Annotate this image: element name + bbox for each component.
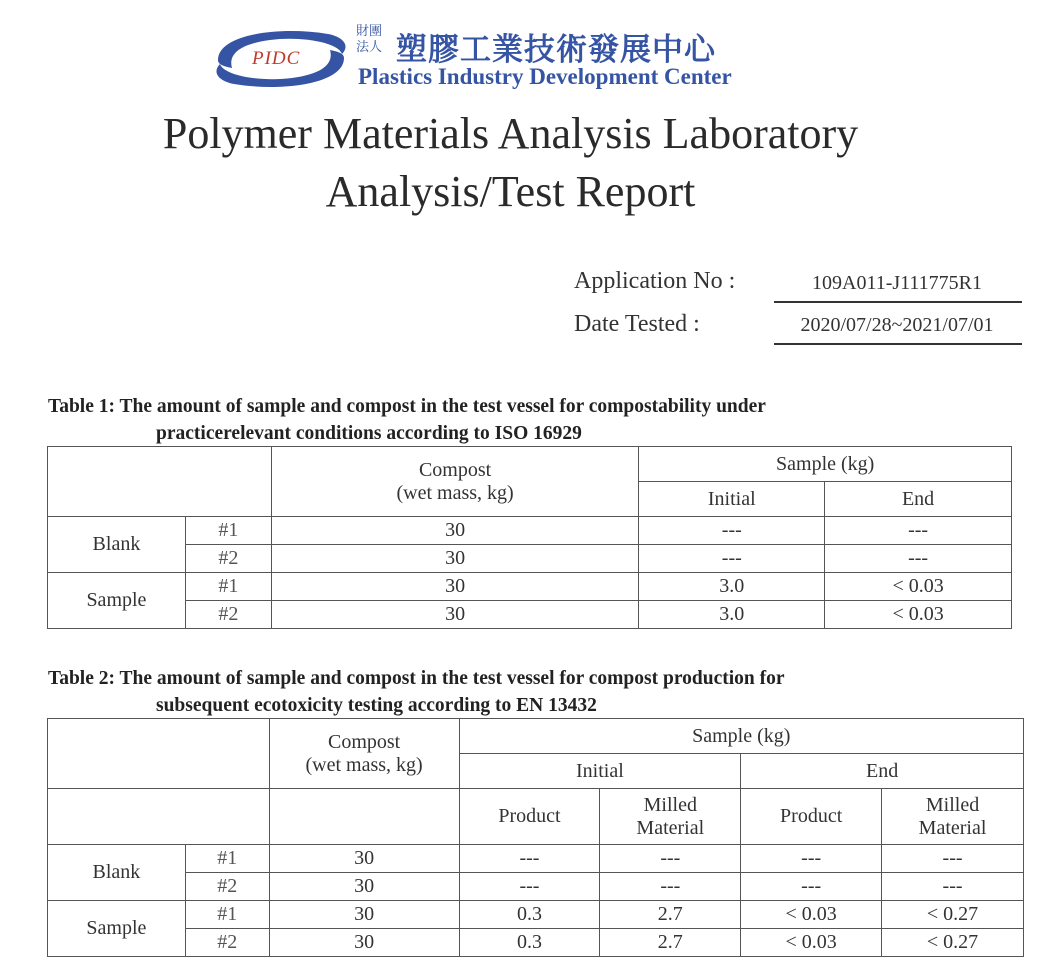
milled-header-line: Material [636,816,705,839]
table2 [47,718,1024,957]
compost-header-line: Compost [328,730,401,753]
end-milled-cell: < 0.27 [882,929,1024,957]
compost-cell: 30 [269,901,459,929]
end-product-cell: < 0.03 [741,901,882,929]
table2-blank-compost-subheader [269,789,459,845]
table2-corner-cell [48,719,270,789]
end-product-cell: --- [741,873,882,901]
table1-caption-cont: practicerelevant conditions according to ISO 16929 [156,423,582,444]
compost-cell: 30 [271,601,639,629]
end-cell: --- [825,545,1012,573]
row-group-label: Sample [48,573,186,629]
row-id: #1 [185,517,271,545]
date-tested-underline [774,343,1022,345]
org-type [356,24,392,56]
compost-cell: 30 [269,873,459,901]
org-type-line: 法人 [356,40,383,55]
table1 [47,446,1012,629]
table1-corner-cell [48,447,272,517]
table1-initial-header: Initial [639,482,825,517]
end-milled-cell: --- [882,845,1024,873]
initial-cell: --- [639,545,825,573]
date-tested-value: 2020/07/28~2021/07/01 [800,314,994,336]
table1-compost-header [271,447,639,517]
logo-text: PIDC [252,48,301,69]
row-id: #2 [185,601,271,629]
initial-cell: 3.0 [639,601,825,629]
compost-cell: 30 [271,545,639,573]
org-name-english: Plastics Industry Development Center [358,64,732,89]
table2-caption-cont: subsequent ecotoxicity testing according to EN 13432 [156,695,597,716]
compost-cell: 30 [269,929,459,957]
init-milled-cell: --- [600,873,741,901]
application-no-value: 109A011-J111775R1 [812,272,982,294]
init-product-cell: 0.3 [459,901,600,929]
date-tested-label: Date Tested : [574,311,700,337]
init-milled-cell: 2.7 [600,929,741,957]
compost-header-line: (wet mass, kg) [396,481,514,504]
row-group-label: Sample [48,901,186,957]
table1-caption: Table 1: The amount of sample and compost in the test vessel for compostability under [48,396,766,417]
application-no-underline [774,301,1022,303]
row-id: #1 [185,901,269,929]
letterhead [210,18,810,98]
end-cell: --- [825,517,1012,545]
end-cell: < 0.03 [825,573,1012,601]
compost-cell: 30 [271,517,639,545]
end-product-cell: --- [741,845,882,873]
application-no-label: Application No : [574,268,736,294]
table1-sample-header: Sample (kg) [639,447,1012,482]
milled-header-line: Milled [925,793,980,816]
compost-cell: 30 [269,845,459,873]
init-milled-cell: 2.7 [600,901,741,929]
table2-compost-header [269,719,459,789]
milled-header-line: Material [918,816,987,839]
row-id: #2 [185,545,271,573]
row-id: #2 [185,873,269,901]
org-name-chinese: 塑膠工業技術發展中心 [396,32,716,68]
init-product-cell: --- [459,873,600,901]
report-title-line1: Polymer Materials Analysis Laboratory [162,109,859,158]
org-type-line: 財團 [356,24,383,39]
table2-sample-header: Sample (kg) [459,719,1023,754]
compost-header-line: (wet mass, kg) [305,753,423,776]
table2-initial-header: Initial [459,754,741,789]
report-title-line2: Analysis/Test Report [325,167,696,216]
end-milled-cell: --- [882,873,1024,901]
table1-end-header: End [825,482,1012,517]
end-milled-cell: < 0.27 [882,901,1024,929]
compost-cell: 30 [271,573,639,601]
init-product-cell: --- [459,845,600,873]
initial-cell: --- [639,517,825,545]
row-group-label: Blank [48,517,186,573]
row-id: #1 [185,845,269,873]
initial-product-header: Product [459,789,600,845]
table2-caption: Table 2: The amount of sample and compost in the test vessel for compost production for [48,668,785,689]
row-id: #2 [185,929,269,957]
end-cell: < 0.03 [825,601,1012,629]
initial-milled-header [600,789,741,845]
end-product-header: Product [741,789,882,845]
row-id: #1 [185,573,271,601]
milled-header-line: Milled [643,793,697,816]
init-product-cell: 0.3 [459,929,600,957]
end-milled-header [882,789,1024,845]
pidc-logo [210,24,352,94]
init-milled-cell: --- [600,845,741,873]
compost-header-line: Compost [418,458,492,481]
table2-blank-subheader-cell [48,789,270,845]
row-group-label: Blank [48,845,186,901]
initial-cell: 3.0 [639,573,825,601]
table2-end-header: End [741,754,1024,789]
end-product-cell: < 0.03 [741,929,882,957]
